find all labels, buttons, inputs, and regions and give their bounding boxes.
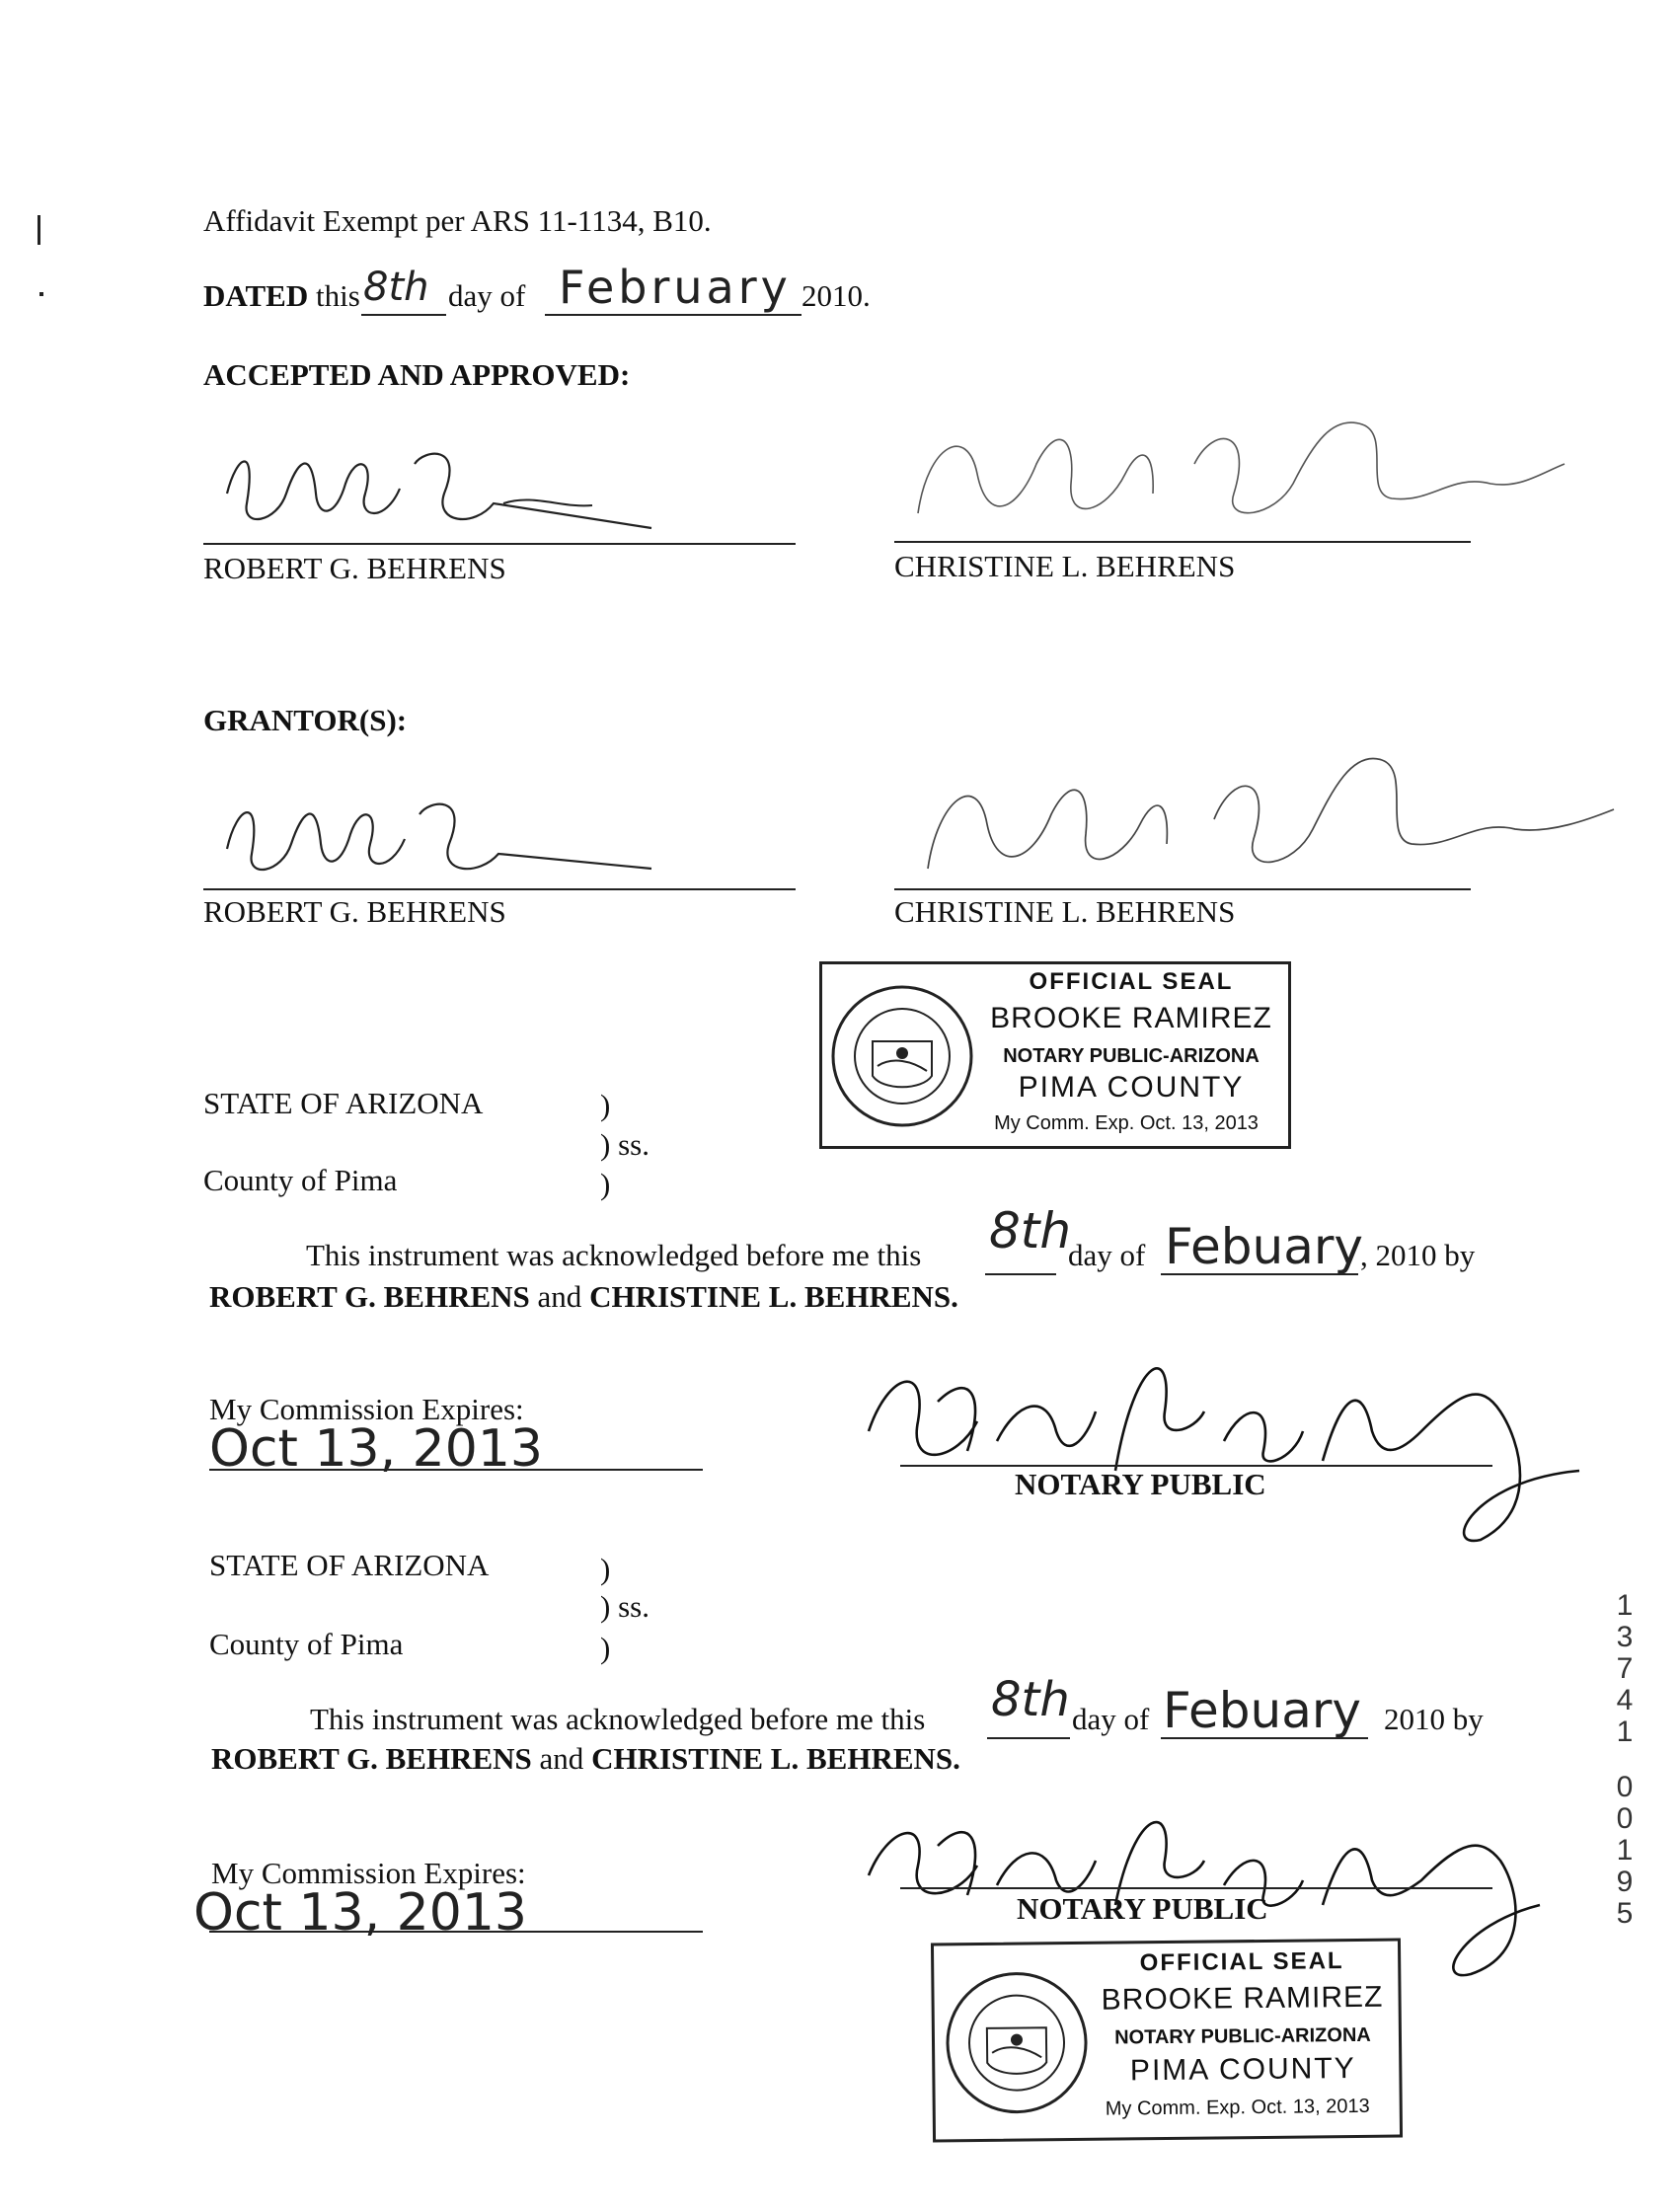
venue-state-1: STATE OF ARIZONA [203, 1086, 484, 1120]
recording-number-char: 0 [1616, 1802, 1634, 1835]
seal-line-3: NOTARY PUBLIC-ARIZONA [1003, 1045, 1260, 1067]
ack-day-of-2: day of [1072, 1702, 1150, 1736]
recording-number [1613, 1591, 1637, 1931]
commission-line-2 [209, 1931, 703, 1933]
notary-seal-stamp [819, 961, 1291, 1149]
seal-line-4: PIMA COUNTY [1129, 2051, 1356, 2088]
ack-year-1: , 2010 by [1360, 1238, 1476, 1272]
grantor-heading: GRANTOR(S): [203, 703, 408, 737]
margin-mark [38, 215, 40, 245]
notary-public-label-2: NOTARY PUBLIC [1017, 1891, 1268, 1926]
commission-date-1: Oct 13, 2013 [209, 1419, 543, 1479]
commission-label-1: My Commission Expires: [209, 1392, 524, 1426]
ack-name-christine-2: CHRISTINE L. BEHRENS. [591, 1741, 960, 1776]
commission-date-2: Oct 13, 2013 [193, 1883, 527, 1943]
signature-line-christine-accepted [894, 541, 1471, 543]
commission-label-2: My Commission Expires: [211, 1856, 526, 1890]
ack-day-line-2 [987, 1737, 1070, 1739]
seal-line-2: BROOKE RAMIREZ [1101, 1980, 1384, 2017]
ack-name-christine-1: CHRISTINE L. BEHRENS. [589, 1279, 958, 1314]
venue-paren-top-2: ) [600, 1552, 611, 1586]
venue-county-1: County of Pima [203, 1163, 398, 1197]
venue-paren-bottom-1: ) [600, 1167, 611, 1201]
margin-mark [39, 292, 43, 296]
recording-number-char: 0 [1616, 1771, 1634, 1803]
ack-day-2: 8th [991, 1672, 1070, 1727]
dated-year: 2010. [802, 278, 871, 313]
recording-number-char: 7 [1616, 1652, 1634, 1685]
ack-day-of-1: day of [1068, 1238, 1146, 1272]
ack-text-2: This instrument was acknowledged before me this [310, 1702, 926, 1736]
notary-signature-1 [849, 1333, 1599, 1550]
dated-day-line [361, 314, 446, 316]
dated-label: DATED [203, 278, 309, 313]
recording-number-char: 3 [1616, 1621, 1634, 1653]
dated-month-handwritten: February [559, 261, 792, 314]
recording-number-char: 9 [1616, 1866, 1634, 1898]
signature-robert-accepted [217, 434, 651, 543]
state-seal-emblem [828, 982, 976, 1130]
ack-month-line-2 [1161, 1737, 1368, 1739]
recording-number-char: 5 [1616, 1897, 1634, 1930]
state-seal-emblem [942, 1968, 1092, 2118]
signature-line-christine-grantor [894, 888, 1471, 890]
signature-robert-grantor [217, 780, 651, 888]
ack-names-1 [209, 1279, 958, 1315]
ack-month-line-1 [1161, 1273, 1358, 1275]
seal-line-5: My Comm. Exp. Oct. 13, 2013 [1105, 2095, 1370, 2120]
signer-name-christine-grantor: CHRISTINE L. BEHRENS [894, 894, 1236, 929]
venue-paren-bottom-2: ) [600, 1631, 611, 1665]
seal-line-5: My Comm. Exp. Oct. 13, 2013 [994, 1112, 1259, 1134]
ack-month-1: Febuary [1165, 1218, 1364, 1275]
ack-month-2: Febuary [1163, 1682, 1362, 1739]
venue-county-2: County of Pima [209, 1627, 404, 1661]
venue-state-2: STATE OF ARIZONA [209, 1548, 490, 1582]
notary-sig-line-2 [900, 1887, 1492, 1889]
ack-year-2: 2010 by [1384, 1702, 1484, 1736]
recording-number-char: 1 [1616, 1589, 1634, 1622]
recording-number-char: 4 [1616, 1684, 1634, 1716]
signer-name-robert-grantor: ROBERT G. BEHRENS [203, 894, 506, 929]
ack-day-1: 8th [989, 1202, 1072, 1259]
dated-this: this [315, 278, 360, 313]
recording-number-char: 1 [1616, 1834, 1634, 1867]
recording-number-char: 1 [1616, 1715, 1634, 1748]
ack-text-1: This instrument was acknowledged before me this [306, 1238, 922, 1272]
notary-public-label-1: NOTARY PUBLIC [1015, 1467, 1266, 1501]
commission-line-1 [209, 1469, 703, 1471]
signature-line-robert-grantor [203, 888, 796, 890]
dated-line [203, 278, 360, 314]
seal-line-1: OFFICIAL SEAL [1139, 1947, 1344, 1977]
venue-paren-top-1: ) [600, 1088, 611, 1122]
accepted-heading: ACCEPTED AND APPROVED: [203, 357, 631, 392]
recording-number-char [1613, 1749, 1637, 1773]
signer-name-christine-accepted: CHRISTINE L. BEHRENS [894, 549, 1236, 583]
ack-and-1: and [537, 1279, 582, 1314]
ack-day-line-1 [985, 1273, 1056, 1275]
signer-name-robert-accepted: ROBERT G. BEHRENS [203, 551, 506, 585]
recording-number-digits [1613, 1591, 1637, 1931]
seal-line-3: NOTARY PUBLIC-ARIZONA [1114, 2023, 1371, 2049]
seal-line-2: BROOKE RAMIREZ [990, 1002, 1272, 1034]
dated-day-of: day of [448, 278, 526, 313]
seal-line-1: OFFICIAL SEAL [1029, 968, 1234, 995]
exempt-statement: Affidavit Exempt per ARS 11-1134, B10. [203, 203, 712, 238]
signature-christine-accepted [898, 405, 1569, 543]
venue-ss-2: ) ss. [600, 1589, 649, 1624]
venue-ss-1: ) ss. [600, 1127, 649, 1162]
ack-and-2: and [539, 1741, 584, 1776]
ack-name-robert-1: ROBERT G. BEHRENS [209, 1279, 530, 1314]
signature-christine-grantor [908, 730, 1619, 888]
seal-line-4: PIMA COUNTY [1018, 1071, 1245, 1104]
dated-day-handwritten: 8th [363, 265, 429, 310]
ack-name-robert-2: ROBERT G. BEHRENS [211, 1741, 532, 1776]
dated-month-line [545, 314, 802, 316]
notary-seal-stamp [931, 1939, 1403, 2143]
signature-line-robert-accepted [203, 543, 796, 545]
ack-names-2 [211, 1741, 960, 1777]
